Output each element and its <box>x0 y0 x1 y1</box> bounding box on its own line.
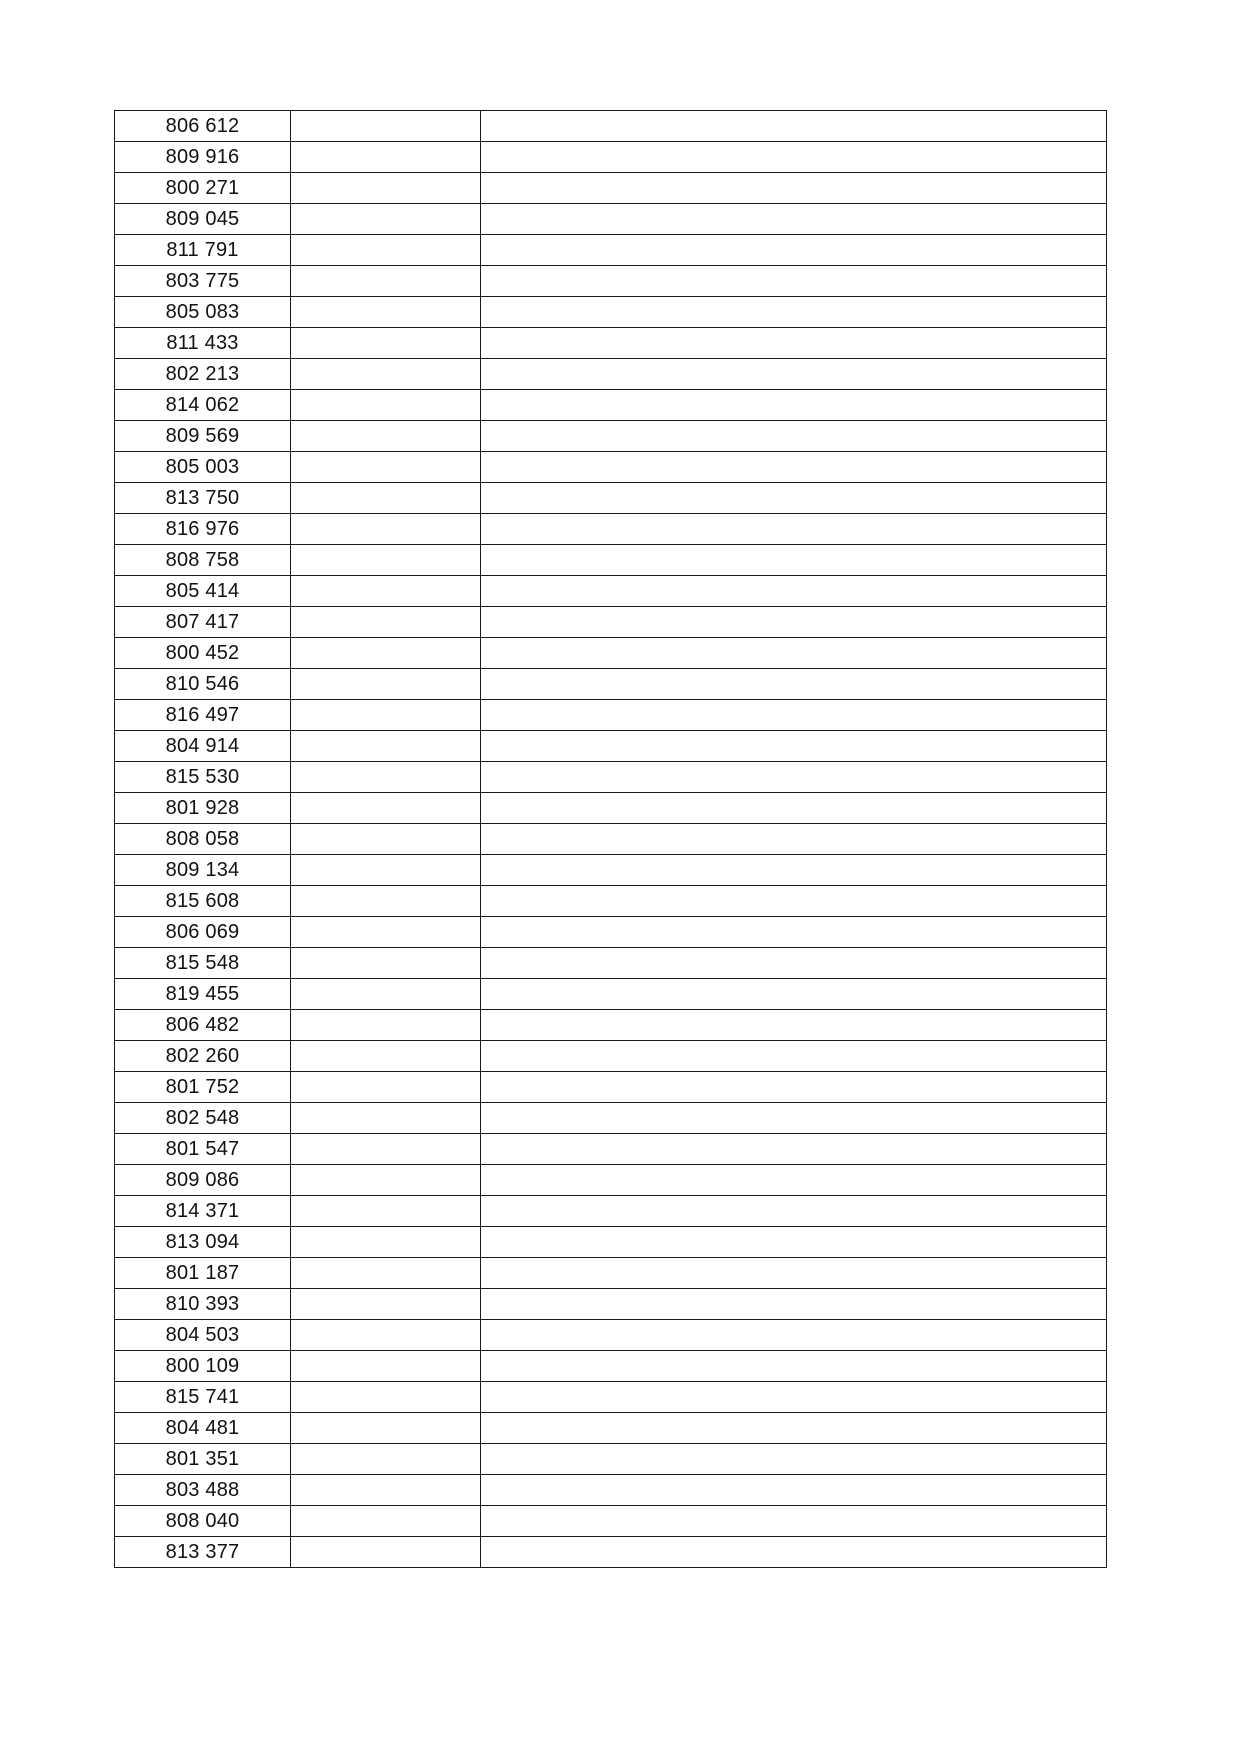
empty-cell <box>481 731 1107 762</box>
number-cell: 803 488 <box>115 1475 291 1506</box>
number-cell: 801 928 <box>115 793 291 824</box>
empty-cell <box>291 576 481 607</box>
empty-cell <box>291 762 481 793</box>
table-row <box>115 1475 1107 1506</box>
empty-cell <box>481 1010 1107 1041</box>
empty-cell <box>481 204 1107 235</box>
empty-cell <box>291 948 481 979</box>
table-row <box>115 173 1107 204</box>
empty-cell <box>291 1103 481 1134</box>
empty-cell <box>481 328 1107 359</box>
number-cell: 802 260 <box>115 1041 291 1072</box>
empty-cell <box>291 483 481 514</box>
table-row <box>115 948 1107 979</box>
number-cell: 806 482 <box>115 1010 291 1041</box>
document-page <box>114 110 1106 1568</box>
table-row <box>115 111 1107 142</box>
table-row <box>115 266 1107 297</box>
number-cell: 809 569 <box>115 421 291 452</box>
empty-cell <box>481 1537 1107 1568</box>
empty-cell <box>291 917 481 948</box>
table-row <box>115 917 1107 948</box>
table-row <box>115 669 1107 700</box>
number-cell: 801 752 <box>115 1072 291 1103</box>
empty-cell <box>291 979 481 1010</box>
empty-cell <box>481 576 1107 607</box>
empty-cell <box>481 793 1107 824</box>
number-cell: 813 094 <box>115 1227 291 1258</box>
empty-cell <box>481 1506 1107 1537</box>
empty-cell <box>291 1351 481 1382</box>
number-cell: 815 608 <box>115 886 291 917</box>
empty-cell <box>291 359 481 390</box>
table-row <box>115 1134 1107 1165</box>
empty-cell <box>291 390 481 421</box>
empty-cell <box>291 328 481 359</box>
number-cell: 800 452 <box>115 638 291 669</box>
empty-cell <box>291 514 481 545</box>
table-row <box>115 576 1107 607</box>
number-cell: 808 058 <box>115 824 291 855</box>
table-row <box>115 1289 1107 1320</box>
empty-cell <box>291 700 481 731</box>
empty-cell <box>481 669 1107 700</box>
number-cell: 811 433 <box>115 328 291 359</box>
empty-cell <box>291 886 481 917</box>
number-cell: 809 916 <box>115 142 291 173</box>
empty-cell <box>291 235 481 266</box>
number-cell: 815 548 <box>115 948 291 979</box>
table-row <box>115 886 1107 917</box>
empty-cell <box>481 452 1107 483</box>
table-row <box>115 1010 1107 1041</box>
table-row <box>115 607 1107 638</box>
empty-cell <box>291 421 481 452</box>
table-row <box>115 545 1107 576</box>
empty-cell <box>291 607 481 638</box>
empty-cell <box>481 1258 1107 1289</box>
number-cell: 809 086 <box>115 1165 291 1196</box>
table-row <box>115 483 1107 514</box>
empty-cell <box>481 1041 1107 1072</box>
table-row <box>115 1227 1107 1258</box>
empty-cell <box>481 297 1107 328</box>
empty-cell <box>481 390 1107 421</box>
empty-cell <box>481 855 1107 886</box>
table-row <box>115 1413 1107 1444</box>
empty-cell <box>291 855 481 886</box>
empty-cell <box>481 1351 1107 1382</box>
number-cell: 800 109 <box>115 1351 291 1382</box>
empty-cell <box>481 421 1107 452</box>
number-cell: 800 271 <box>115 173 291 204</box>
empty-cell <box>481 142 1107 173</box>
empty-cell <box>291 1227 481 1258</box>
table-row <box>115 1444 1107 1475</box>
empty-cell <box>291 1258 481 1289</box>
table-row <box>115 1382 1107 1413</box>
empty-cell <box>291 1072 481 1103</box>
empty-cell <box>481 1072 1107 1103</box>
empty-cell <box>481 545 1107 576</box>
table-row <box>115 1506 1107 1537</box>
number-cell: 815 741 <box>115 1382 291 1413</box>
table-row <box>115 793 1107 824</box>
empty-cell <box>291 111 481 142</box>
number-cell: 801 351 <box>115 1444 291 1475</box>
number-cell: 815 530 <box>115 762 291 793</box>
table-row <box>115 390 1107 421</box>
number-cell: 802 548 <box>115 1103 291 1134</box>
number-cell: 813 750 <box>115 483 291 514</box>
empty-cell <box>291 1382 481 1413</box>
number-cell: 809 134 <box>115 855 291 886</box>
empty-cell <box>291 824 481 855</box>
number-cell: 807 417 <box>115 607 291 638</box>
table-row <box>115 1072 1107 1103</box>
number-cell: 801 187 <box>115 1258 291 1289</box>
number-cell: 808 758 <box>115 545 291 576</box>
empty-cell <box>291 452 481 483</box>
number-cell: 814 062 <box>115 390 291 421</box>
empty-cell <box>291 545 481 576</box>
empty-cell <box>291 638 481 669</box>
empty-cell <box>291 1289 481 1320</box>
number-cell: 809 045 <box>115 204 291 235</box>
number-cell: 804 481 <box>115 1413 291 1444</box>
table-row <box>115 297 1107 328</box>
empty-cell <box>481 111 1107 142</box>
table-row <box>115 204 1107 235</box>
number-cell: 819 455 <box>115 979 291 1010</box>
number-cell: 810 393 <box>115 1289 291 1320</box>
empty-cell <box>291 793 481 824</box>
table-row <box>115 1041 1107 1072</box>
empty-cell <box>481 1320 1107 1351</box>
empty-cell <box>481 1165 1107 1196</box>
empty-cell <box>291 204 481 235</box>
number-cell: 814 371 <box>115 1196 291 1227</box>
empty-cell <box>481 700 1107 731</box>
empty-cell <box>481 886 1107 917</box>
empty-cell <box>481 359 1107 390</box>
number-cell: 811 791 <box>115 235 291 266</box>
table-row <box>115 514 1107 545</box>
empty-cell <box>481 1103 1107 1134</box>
empty-cell <box>291 1165 481 1196</box>
empty-cell <box>291 731 481 762</box>
empty-cell <box>291 669 481 700</box>
table-row <box>115 235 1107 266</box>
empty-cell <box>481 514 1107 545</box>
number-cell: 806 612 <box>115 111 291 142</box>
empty-cell <box>481 1289 1107 1320</box>
empty-cell <box>481 638 1107 669</box>
empty-cell <box>481 235 1107 266</box>
number-cell: 804 914 <box>115 731 291 762</box>
empty-cell <box>291 1537 481 1568</box>
table-row <box>115 638 1107 669</box>
table-row <box>115 328 1107 359</box>
table-row <box>115 731 1107 762</box>
empty-cell <box>291 142 481 173</box>
empty-cell <box>291 1134 481 1165</box>
table-row <box>115 762 1107 793</box>
number-cell: 810 546 <box>115 669 291 700</box>
empty-cell <box>291 1506 481 1537</box>
empty-cell <box>481 1444 1107 1475</box>
empty-cell <box>481 1382 1107 1413</box>
empty-cell <box>291 266 481 297</box>
empty-cell <box>481 266 1107 297</box>
table-row <box>115 979 1107 1010</box>
empty-cell <box>291 1444 481 1475</box>
table-row <box>115 1351 1107 1382</box>
number-cell: 805 414 <box>115 576 291 607</box>
table-row <box>115 452 1107 483</box>
empty-cell <box>481 1227 1107 1258</box>
empty-cell <box>291 173 481 204</box>
number-cell: 813 377 <box>115 1537 291 1568</box>
table-row <box>115 359 1107 390</box>
table-row <box>115 142 1107 173</box>
empty-cell <box>481 1413 1107 1444</box>
empty-cell <box>291 1413 481 1444</box>
number-table <box>114 110 1107 1568</box>
empty-cell <box>291 1041 481 1072</box>
table-row <box>115 1258 1107 1289</box>
empty-cell <box>481 979 1107 1010</box>
empty-cell <box>481 948 1107 979</box>
empty-cell <box>481 1134 1107 1165</box>
table-row <box>115 1165 1107 1196</box>
number-cell: 816 497 <box>115 700 291 731</box>
number-cell: 806 069 <box>115 917 291 948</box>
empty-cell <box>481 483 1107 514</box>
empty-cell <box>291 1475 481 1506</box>
empty-cell <box>481 917 1107 948</box>
empty-cell <box>481 762 1107 793</box>
empty-cell <box>481 173 1107 204</box>
empty-cell <box>291 1196 481 1227</box>
empty-cell <box>291 1010 481 1041</box>
table-row <box>115 1320 1107 1351</box>
number-cell: 804 503 <box>115 1320 291 1351</box>
table-row <box>115 700 1107 731</box>
empty-cell <box>481 1196 1107 1227</box>
number-cell: 801 547 <box>115 1134 291 1165</box>
number-cell: 803 775 <box>115 266 291 297</box>
empty-cell <box>481 824 1107 855</box>
number-cell: 802 213 <box>115 359 291 390</box>
table-body <box>115 111 1107 1568</box>
table-row <box>115 1196 1107 1227</box>
number-cell: 805 083 <box>115 297 291 328</box>
table-row <box>115 855 1107 886</box>
empty-cell <box>481 1475 1107 1506</box>
number-cell: 808 040 <box>115 1506 291 1537</box>
empty-cell <box>291 1320 481 1351</box>
empty-cell <box>481 607 1107 638</box>
table-row <box>115 824 1107 855</box>
table-row <box>115 1537 1107 1568</box>
table-row <box>115 421 1107 452</box>
empty-cell <box>291 297 481 328</box>
number-cell: 816 976 <box>115 514 291 545</box>
number-cell: 805 003 <box>115 452 291 483</box>
table-row <box>115 1103 1107 1134</box>
